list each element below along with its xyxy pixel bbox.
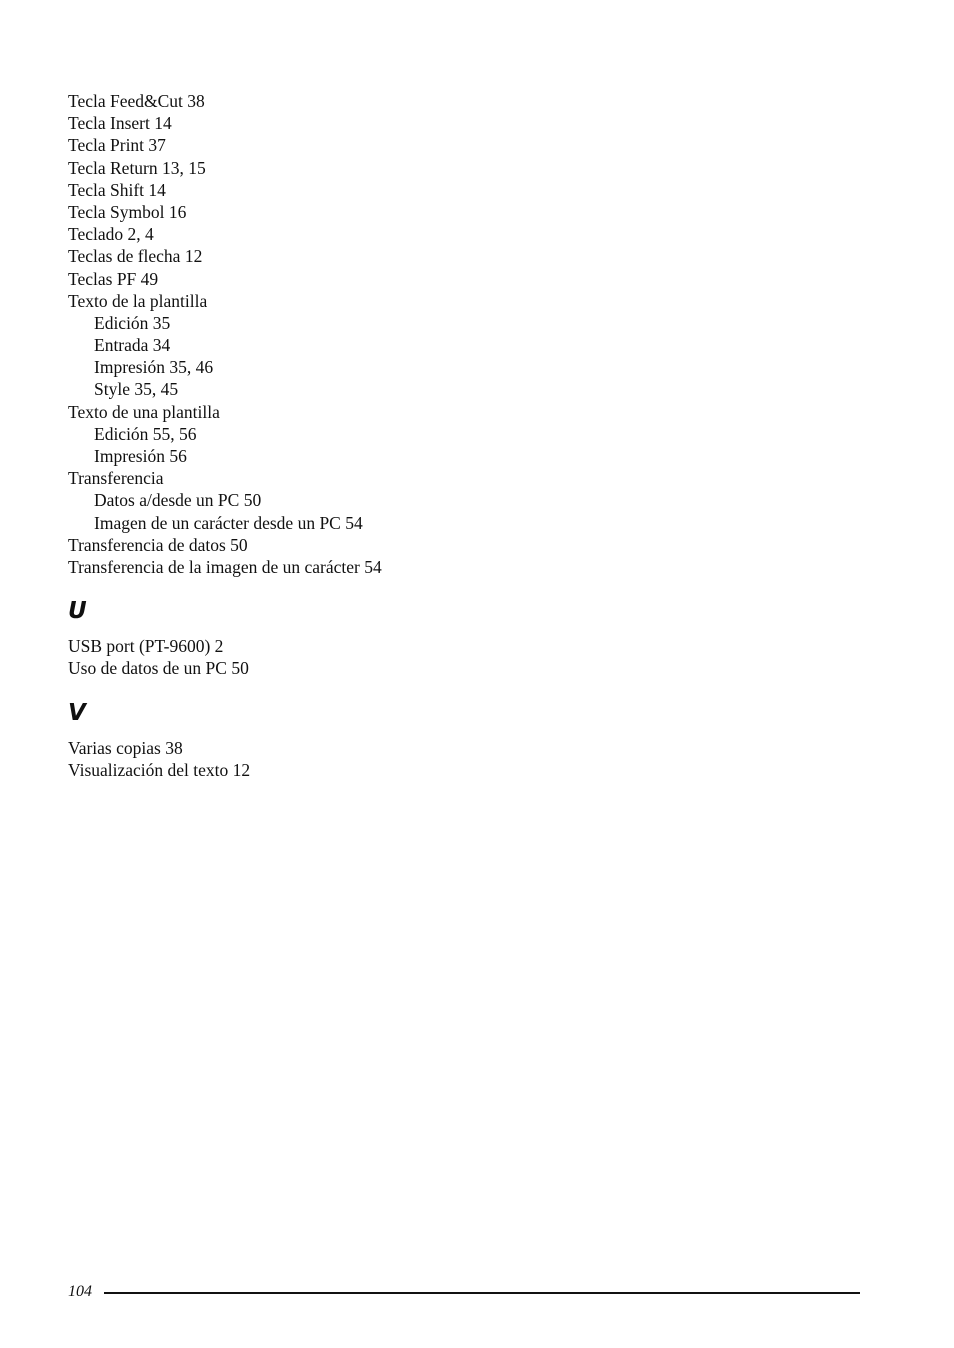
- index-entry: Transferencia: [68, 468, 164, 489]
- index-entry: Uso de datos de un PC 50: [68, 658, 249, 679]
- index-entry: Texto de una plantilla: [68, 401, 220, 422]
- index-subentry: Impresión 56: [94, 446, 187, 466]
- index-subentry: Edición 55, 56: [94, 423, 197, 444]
- index-entry: Texto de la plantilla: [68, 290, 208, 311]
- index-entry: Varias copias 38: [68, 738, 183, 758]
- index-entry: Transferencia de la imagen de un carácter 54: [68, 556, 382, 577]
- page-footer: [68, 1279, 860, 1305]
- index-subentry: Style 35, 45: [94, 379, 179, 400]
- index-entry: Tecla Return 13, 15: [68, 157, 206, 178]
- index-entry: Teclas de flecha 12: [68, 246, 203, 267]
- index-subentry: Imagen de un carácter desde un PC 54: [94, 512, 363, 533]
- index-entry: Transferencia de datos 50: [68, 534, 248, 555]
- index-entry: Teclas PF 49: [68, 268, 159, 289]
- index-entry: Tecla Feed&Cut 38: [68, 91, 205, 111]
- section-heading-v: V: [68, 700, 86, 726]
- index-entry: USB port (PT-9600) 2: [68, 636, 224, 656]
- index-section-v: [68, 737, 888, 781]
- index-entry: Visualización del texto 12: [68, 760, 251, 781]
- index-subentry: Impresión 35, 46: [94, 357, 214, 378]
- index-entry: Tecla Shift 14: [68, 179, 166, 200]
- index-entry: Teclado 2, 4: [68, 224, 154, 245]
- section-heading-u: U: [68, 598, 87, 624]
- footer-rule: [104, 1292, 860, 1294]
- page-number: 104: [68, 1283, 92, 1300]
- index-section-t: [68, 90, 888, 578]
- index-section-u: [68, 635, 888, 679]
- index-subentry: Entrada 34: [94, 335, 171, 356]
- index-subentry: Datos a/desde un PC 50: [94, 490, 262, 511]
- index-entry: Tecla Symbol 16: [68, 201, 187, 222]
- index-entry: Tecla Print 37: [68, 135, 166, 156]
- index-entry: Tecla Insert 14: [68, 113, 172, 134]
- index-subentry: Edición 35: [94, 312, 171, 333]
